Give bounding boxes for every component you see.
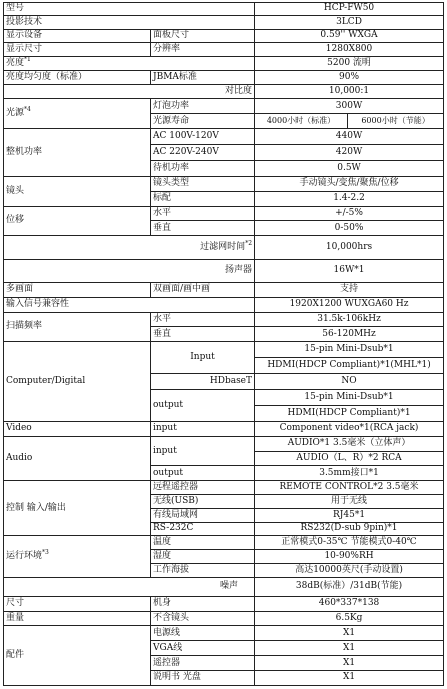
row-sublabel: AC 220V-240V [151,145,255,161]
row-weight [4,611,444,626]
row-sublabel: VGA线 [151,641,255,656]
row-control-io [4,481,444,495]
row-value-standard: 4000小时（标准） [255,114,348,129]
row-label: 镜头 [4,176,151,206]
row-value: 3LCD [255,15,444,29]
row-value: 支持 [255,282,444,297]
row-sublabel: 遥控器 [151,656,255,671]
row-shift [4,206,444,221]
row-sublabel: output [151,390,255,422]
row-sublabel: 电源线 [151,626,255,641]
row-input-compat [4,297,444,312]
row-value: 56-120MHz [255,327,444,342]
row-sublabel: 垂直 [151,221,255,236]
row-value: 460*337*138 [255,596,444,611]
row-display-device [4,29,444,43]
row-value: X1 [255,670,444,685]
row-sublabel: 水平 [151,206,255,221]
row-accessories [4,626,444,641]
row-sublabel: output [151,466,255,481]
row-lens [4,176,444,191]
row-dimensions [4,596,444,611]
row-sublabel: JBMA标准 [151,70,255,84]
row-light-source [4,99,444,114]
row-label: 尺寸 [4,596,151,611]
row-sublabel: 标配 [151,191,255,206]
row-computer-digital [4,342,444,358]
footnote-mark: *2 [245,239,253,247]
row-sublabel: 工作海拔 [151,563,255,577]
row-label: 控制 输入/输出 [4,481,151,536]
row-sublabel: 不含镜头 [151,611,255,626]
row-sublabel: Input [151,342,255,374]
row-value: 10,000:1 [255,84,444,99]
row-label: 配件 [4,626,151,686]
row-value: NO [255,374,444,390]
row-label: 过滤网时间$^{*2}$ [4,236,255,259]
row-sublabel: 机身 [151,596,255,611]
row-value: X1 [255,656,444,671]
row-label: 型号 [4,3,255,16]
row-value: 31.5k-106kHz [255,312,444,327]
row-sublabel: AC 100V-120V [151,129,255,145]
row-label: 扫描频率 [4,312,151,342]
row-label: 运行环境$^{*3}$ [4,536,151,577]
row-label: 光源$^{*4}$ [4,99,151,129]
row-value: REMOTE CONTROL*2 3.5毫米 [255,481,444,495]
row-projection-tech [4,15,444,29]
footnote-mark: *3 [42,548,49,556]
row-value: 16W*1 [255,259,444,282]
row-value: 15-pin Mini-Dsub*1 [255,342,444,358]
spec-table [3,2,444,686]
row-value: 10,000hrs [255,236,444,259]
row-sublabel: 双画面/画中画 [151,282,255,297]
row-label: 显示尺寸 [4,43,151,57]
row-sublabel: 光源寿命 [151,114,255,129]
row-value-eco: 6000小时（节能） [348,114,444,129]
row-value: X1 [255,626,444,641]
row-sublabel: 无线(USB) [151,494,255,508]
row-value: X1 [255,641,444,656]
row-multi-screen [4,282,444,297]
row-value: +/-5% [255,206,444,221]
row-label: 显示设备 [4,29,151,43]
row-value: 440W [255,129,444,145]
row-value: 420W [255,145,444,161]
row-value: HDMI(HDCP Compliant)*1(MHL*1) [255,358,444,374]
row-sublabel: input [151,421,255,436]
row-sublabel: 分辨率 [151,43,255,57]
row-value: 90% [255,70,444,84]
row-audio [4,436,444,451]
row-value: 6.5Kg [255,611,444,626]
row-value: 3.5mm接口*1 [255,466,444,481]
row-label: 输入信号兼容性 [4,297,255,312]
row-label: Computer/Digital [4,342,151,422]
row-sublabel: 待机功率 [151,160,255,176]
row-value: 0-50% [255,221,444,236]
row-model [4,3,444,16]
row-label: 重量 [4,611,151,626]
row-sublabel: 水平 [151,312,255,327]
row-label: 整机功率 [4,129,151,177]
row-label: 扬声器 [4,259,255,282]
row-value: 高达10000英尺(手动设置) [255,563,444,577]
row-brightness [4,57,444,71]
row-value: 10-90%RH [255,550,444,564]
row-label: Video [4,421,151,436]
row-value: 300W [255,99,444,114]
row-uniformity [4,70,444,84]
row-display-size [4,43,444,57]
row-value: 38dB(标准）/31dB(节能) [255,577,444,596]
row-value: 0.5W [255,160,444,176]
row-value: AUDIO（L、R）*2 RCA [255,451,444,466]
row-label: 噪声 [4,577,255,596]
row-label: Audio [4,436,151,481]
row-video [4,421,444,436]
row-sublabel: RS-232C [151,522,255,536]
row-value: RJ45*1 [255,508,444,522]
row-value: 1920X1200 WUXGA60 Hz [255,297,444,312]
row-sublabel: 湿度 [151,550,255,564]
row-scan-freq [4,312,444,327]
row-value: 1.4-2.2 [255,191,444,206]
row-sublabel: 灯泡功率 [151,99,255,114]
row-value: 0.59'' WXGA [255,29,444,43]
row-value: 手动镜头/变焦/聚焦/位移 [255,176,444,191]
row-value: 用于无线 [255,494,444,508]
row-value: 1280X800 [255,43,444,57]
row-environment [4,536,444,550]
footnote-mark: *4 [24,106,31,114]
row-value: RS232(D-sub 9pin)*1 [255,522,444,536]
footnote-mark: *1 [24,56,31,63]
row-power [4,129,444,145]
row-label: 对比度 [4,84,255,99]
row-sublabel: 远程遥控器 [151,481,255,495]
row-label: 位移 [4,206,151,236]
row-speaker [4,259,444,282]
row-sublabel: 垂直 [151,327,255,342]
row-sublabel: 有线局域网 [151,508,255,522]
row-value: Component video*1(RCA jack) [255,421,444,436]
row-sublabel: input [151,436,255,466]
row-value: HCP-FW50 [255,3,444,16]
row-filter-time [4,236,444,259]
row-sublabel: 镜头类型 [151,176,255,191]
row-label: 亮度$^{*1}$ [4,57,255,71]
row-value: HDMI(HDCP Compliant)*1 [255,405,444,421]
row-value: 5200 流明 [255,57,444,71]
row-noise [4,577,444,596]
row-value: 15-pin Mini-Dsub*1 [255,390,444,406]
row-sublabel: 面板尺寸 [151,29,255,43]
row-value: 正常模式0-35℃ 节能模式0-40℃ [255,536,444,550]
row-label: 亮度均匀度（标准） [4,70,151,84]
row-value: AUDIO*1 3.5毫米（立体声） [255,436,444,451]
row-label: 多画面 [4,282,151,297]
row-sublabel: HDbaseT [151,374,255,390]
row-sublabel: 说明书 光盘 [151,670,255,685]
row-contrast [4,84,444,99]
row-label: 投影技术 [4,15,255,29]
row-sublabel: 温度 [151,536,255,550]
